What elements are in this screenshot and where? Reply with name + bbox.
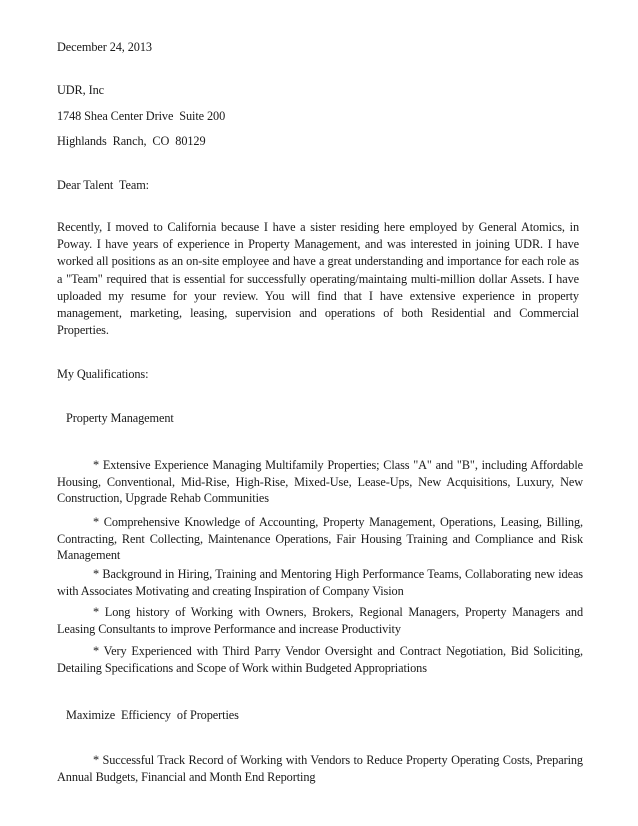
recipient-street: 1748 Shea Center Drive Suite 200 <box>57 109 226 123</box>
letter-date: December 24, 2013 <box>57 40 152 54</box>
recipient-company: UDR, Inc <box>57 83 105 97</box>
recipient-city: Highlands Ranch, CO 80129 <box>57 134 206 148</box>
qualification-bullet: * Extensive Experience Managing Multifamily Properties; Class "A" and "B", including Affordable Housing, Conventional, Mid-Rise, High-Rise, Mixed-Use, Lease-Ups, New Acquisitions, Luxury, New Construction, Upgrade Rehab Communities <box>57 458 583 506</box>
qualification-bullet: * Successful Track Record of Working with Vendors to Reduce Property Operating Costs, Preparing Annual Budgets, Financial and Month End Reporting <box>57 753 583 784</box>
intro-paragraph: Recently, I moved to California because I have a sister residing here employed by General Atomics, in Poway. I have years of experience in Property Management, and was interested in joining UDR. I have worked all positions as an on-site employee and have a great understanding and importance for each role as a "Team" required that is essential for successfully operating/maintaing multi-million dollar Assets. I have uploaded my resume for your review. You will find that I have extensive experience in property management, marketing, leasing, supervision and operations of both Residential and Commercial Properties. <box>57 220 579 338</box>
qualifications-heading: My Qualifications: <box>57 367 149 381</box>
qualification-bullet: * Background in Hiring, Training and Mentoring High Performance Teams, Collaborating new ideas with Associates Motivating and creating Inspiration of Company Vision <box>57 567 583 598</box>
qualification-bullet: * Comprehensive Knowledge of Accounting, Property Management, Operations, Leasing, Billing, Contracting, Rent Collecting, Maintenance Operations, Fair Housing Training and Compliance and Risk Management <box>57 515 583 563</box>
section-heading-property-management: Property Management <box>66 411 174 425</box>
section-heading-efficiency: Maximize Efficiency of Properties <box>66 708 239 722</box>
qualification-bullet: * Very Experienced with Third Parry Vendor Oversight and Contract Negotiation, Bid Soliciting, Detailing Specifications and Scope of Work within Budgeted Appropriations <box>57 644 583 675</box>
qualification-bullet: * Long history of Working with Owners, Brokers, Regional Managers, Property Managers and Leasing Consultants to improve Performance and increase Productivity <box>57 605 583 636</box>
salutation: Dear Talent Team: <box>57 178 149 192</box>
